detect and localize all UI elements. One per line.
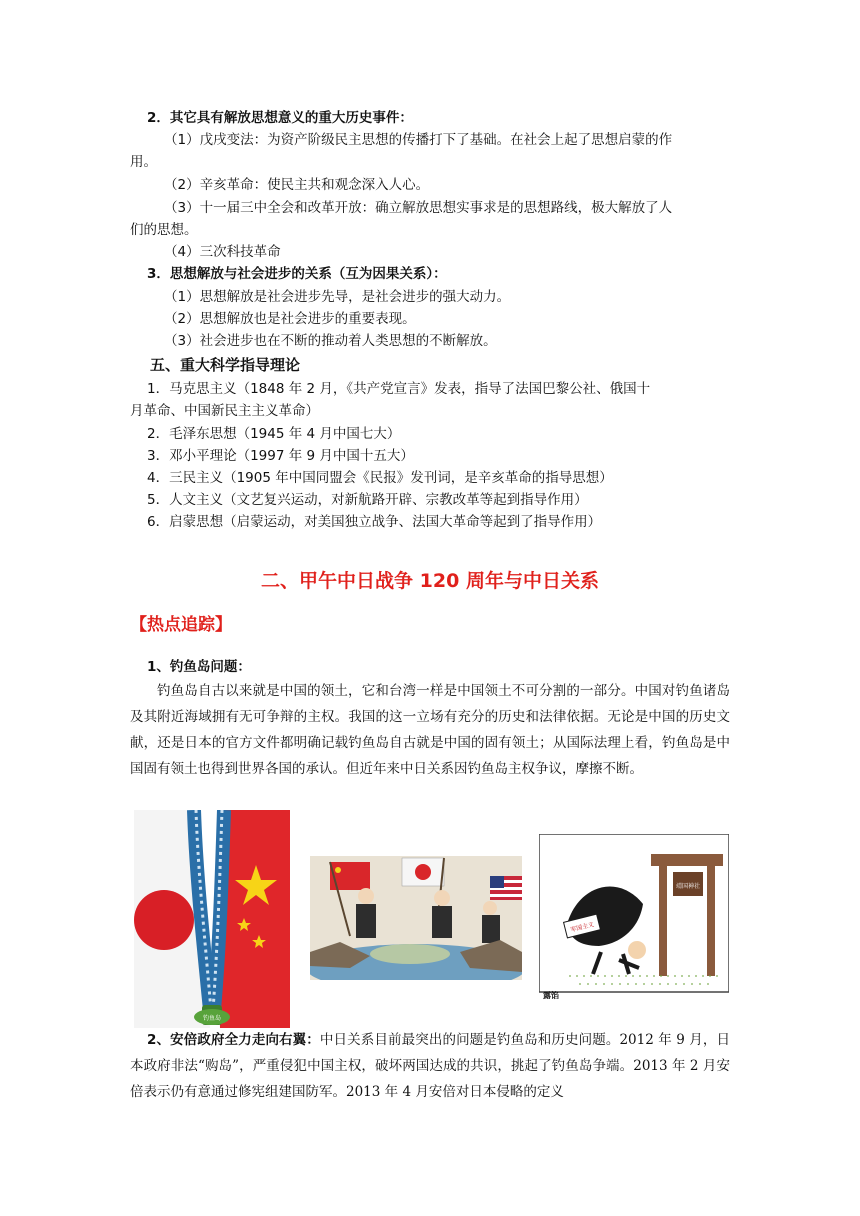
section5-item: 5．人文主义（文艺复兴运动，对新航路开辟、宗教改革等起到指导作用） <box>147 492 588 508</box>
section5-heading: 五、重大科学指导理论 <box>150 356 301 374</box>
shrine-sign-label: 靖国神社 <box>675 883 701 890</box>
diaoyu-heading: 1、钓鱼岛问题： <box>147 659 251 675</box>
diaoyu-body: 钓鱼岛自古以来就是中国的领土，它和台湾一样是中国领土不可分割的一部分。中国对钓鱼诸岛及其附近海域拥有无可争辩的主权。我国的这一立场有充分的历史和法律依据。无论是中国的历史文献，还是日本的官方文件都明确记载钓鱼岛自古就是中国的固有领土；从国际法理上看，钓鱼岛是中国固有领土也得到世界各国的承认。但近年来中日关系因钓鱼岛主权争议，摩擦不断。 <box>130 683 730 777</box>
section2-item: 用。 <box>130 154 157 170</box>
zipper-label: 钓鱼岛 <box>202 1015 222 1022</box>
image-caption: 露馅 <box>543 991 559 1000</box>
section2-item: （4）三次科技革命 <box>164 244 281 260</box>
section5-item: 6．启蒙思想（启蒙运动，对美国独立战争、法国大革命等起到了指导作用） <box>147 514 602 530</box>
hot-tracking-tag: 【热点追踪】 <box>130 615 232 635</box>
section5-item: 1．马克思主义（1848 年 2 月，《共产党宣言》发表，指导了法国巴黎公社、俄国十 <box>147 381 651 397</box>
section2-item: 们的思想。 <box>130 222 198 238</box>
section5-item: 2．毛泽东思想（1945 年 4 月中国七大） <box>147 426 401 442</box>
section2-item: （1）戊戌变法：为资产阶级民主思想的传播打下了基础。在社会上起了思想启蒙的作 <box>164 132 673 148</box>
section5-item: 4．三民主义（1905 年中国同盟会《民报》发刊词，是辛亥革命的指导思想） <box>147 470 613 486</box>
abe-heading: 2、安倍政府全力走向右翼： <box>147 1032 320 1048</box>
section3-item: （3）社会进步也在不断的推动着人类思想的不断解放。 <box>164 333 497 349</box>
section2-item: （2）辛亥革命：使民主共和观念深入人心。 <box>164 177 430 193</box>
section3-heading: 3．思想解放与社会进步的关系（互为因果关系）： <box>147 266 447 282</box>
militarism-label: 军国主义 <box>569 921 595 934</box>
section2-heading: 2．其它具有解放思想意义的重大历史事件： <box>147 110 413 126</box>
section3-item: （2）思想解放也是社会进步的重要表现。 <box>164 311 416 327</box>
shrine-cartoon-image <box>539 834 729 1002</box>
cartoon-flags-image <box>310 856 522 980</box>
section5-item: 3．邓小平理论（1997 年 9 月中国十五大） <box>147 448 414 464</box>
zipper-flags-image <box>134 810 290 1028</box>
chapter-title: 二、甲午中日战争 120 周年与中日关系 <box>261 570 599 592</box>
section5-item: 月革命、中国新民主主义革命） <box>130 403 319 419</box>
abe-body: 中日关系目前最突出的问题是钓鱼岛和历史问题。2012 年 9 月，日本政府非法“购岛”，严重侵犯中国主权，破坏两国达成的共识，挑起了钓鱼岛争端。2013 年 2 月安倍表示仍有意通过修宪组建国防军。2013 年 4 月安倍对日本侵略的定义 <box>130 1032 730 1100</box>
abe-paragraph <box>130 1027 730 1105</box>
section2-item: （3）十一届三中全会和改革开放：确立解放思想实事求是的思想路线，极大解放了人 <box>164 200 673 216</box>
section3-item: （1）思想解放是社会进步先导，是社会进步的强大动力。 <box>164 289 511 305</box>
